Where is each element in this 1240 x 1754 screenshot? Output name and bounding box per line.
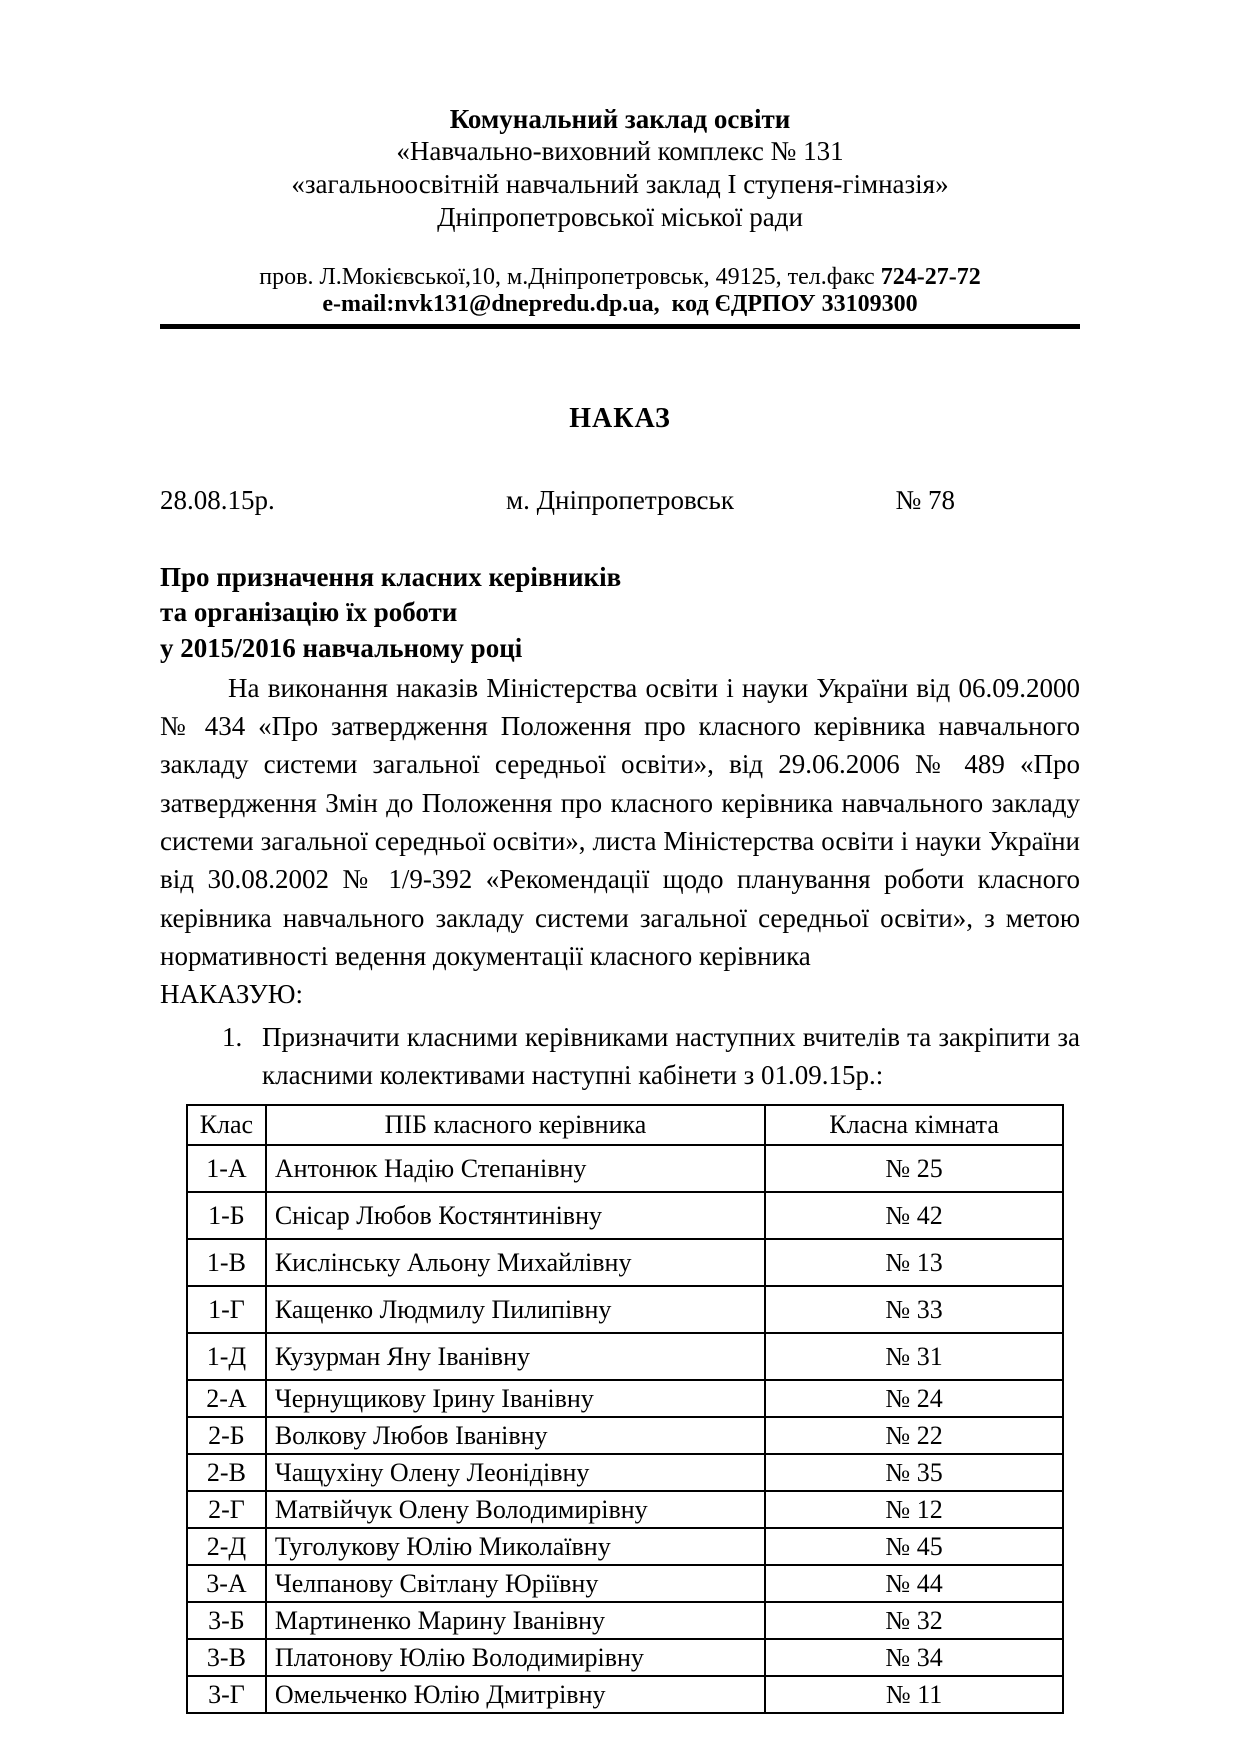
cell-class: 2-Г [187,1491,266,1528]
address-line [160,264,1080,291]
cell-room: № 24 [765,1380,1063,1417]
cell-teacher: Чернущикову Ірину Іванівну [266,1380,765,1417]
doc-date: 28.08.15р. [160,484,275,515]
table-row [187,1676,1063,1713]
table-row [187,1602,1063,1639]
cell-class: 2-Б [187,1417,266,1454]
cell-room: № 35 [765,1454,1063,1491]
table-row [187,1239,1063,1286]
cell-teacher: Волкову Любов Іванівну [266,1417,765,1454]
table-row [187,1145,1063,1192]
letterhead-divider [160,324,1080,329]
assignments-table [186,1104,1064,1714]
org-name: Комунальний заклад освіти [449,104,791,134]
org-subline-2: «загальноосвітній навчальний заклад І ступеня-гімназія» [291,168,949,199]
cell-class: 1-В [187,1239,266,1286]
address-block [160,264,1080,318]
table-row [187,1417,1063,1454]
cell-class: 2-А [187,1380,266,1417]
cell-room: № 42 [765,1192,1063,1239]
cell-room: № 22 [765,1417,1063,1454]
cell-teacher: Кузурман Яну Іванівну [266,1333,765,1380]
table-row [187,1528,1063,1565]
cell-teacher: Снісар Любов Костянтинівну [266,1192,765,1239]
cell-room: № 25 [765,1145,1063,1192]
cell-class: 1-Д [187,1333,266,1380]
cell-class: 3-Б [187,1602,266,1639]
cell-room: № 31 [765,1333,1063,1380]
cell-teacher: Омельченко Юлію Дмитрівну [266,1676,765,1713]
cell-teacher: Кащенко Людмилу Пилипівну [266,1286,765,1333]
cell-teacher: Туголукову Юлію Миколаївну [266,1528,765,1565]
table-row [187,1491,1063,1528]
date-row [160,485,1080,516]
item-number: 1. [222,1021,243,1052]
cell-teacher: Чащухіну Олену Леонідівну [266,1454,765,1491]
email-line: e-mail:nvk131@dnepredu.dp.ua, код ЄДРПОУ 33109300 [322,290,918,317]
col-header-room: Класна кімната [765,1105,1063,1145]
cell-teacher: Платонову Юлію Володимирівну [266,1639,765,1676]
cell-teacher: Антонюк Надію Степанівну [266,1145,765,1192]
cell-class: 1-Б [187,1192,266,1239]
subject-block [160,560,1080,667]
cell-room: № 12 [765,1491,1063,1528]
cell-class: 3-А [187,1565,266,1602]
table-row [187,1454,1063,1491]
cell-class: 1-А [187,1145,266,1192]
org-subline-1: «Навчально-виховний комплекс № 131 [396,136,844,166]
cell-room: № 11 [765,1676,1063,1713]
table-row [187,1192,1063,1239]
cell-class: 2-В [187,1454,266,1491]
doc-number: № 78 [895,484,955,515]
col-header-teacher: ПІБ класного керівника [266,1105,765,1145]
cell-room: № 13 [765,1239,1063,1286]
table-row [187,1286,1063,1333]
org-subline-3: Дніпропетровської міської ради [437,201,803,232]
cell-class: 2-Д [187,1528,266,1565]
cell-teacher: Матвійчук Олену Володимирівну [266,1491,765,1528]
cell-teacher: Мартиненко Марину Іванівну [266,1602,765,1639]
doc-city: м. Дніпропетровськ [506,484,734,515]
order-item-1 [160,1018,1080,1095]
address-text: пров. Л.Мокієвської,10, м.Дніпропетровськ, 49125, тел.факс [259,263,881,290]
cell-room: № 32 [765,1602,1063,1639]
cell-room: № 34 [765,1639,1063,1676]
subject-line-2: та організацію їх роботи [160,597,458,628]
cell-room: № 44 [765,1565,1063,1602]
cell-class: 1-Г [187,1286,266,1333]
table-row [187,1565,1063,1602]
cell-teacher: Кислінську Альону Михайлівну [266,1239,765,1286]
cell-class: 3-В [187,1639,266,1676]
address-phone: 724-27-72 [880,263,981,290]
cell-room: № 33 [765,1286,1063,1333]
subject-line-3: у 2015/2016 навчальному році [160,633,523,664]
doc-title: НАКАЗ [569,402,671,434]
body-paragraph: На виконання наказів Міністерства освіти і науки України від 06.09.2000 № 434 «Про затвердження Положення про класного керівника навчального закладу системи загальної середньої освіти», від 29.06.2006 № 489 «Про затвердження Змін до Положення про класного керівника навчального закладу системи загальної середньої освіти», листа Міністерства освіти і науки України від 30.08.2002 № 1/9-392 «Рекомендації щодо планування роботи класного керівника навчального закладу системи загальної середньої освіти», з метою нормативності ведення документації класного керівника [160,672,1080,971]
table-row [187,1639,1063,1676]
table-header-row [187,1105,1063,1145]
cell-class: 3-Г [187,1676,266,1713]
cell-room: № 45 [765,1528,1063,1565]
subject-line-1: Про призначення класних керівників [160,561,622,592]
item-text: Призначити класними керівниками наступних вчителів та закріпити за класними колективами наступні кабінети з 01.09.15р.: [262,1021,1080,1090]
nakazuyu-label: НАКАЗУЮ: [160,979,304,1010]
table-row [187,1333,1063,1380]
table-row [187,1380,1063,1417]
col-header-class: Клас [187,1105,266,1145]
cell-teacher: Челпанову Світлану Юріївну [266,1565,765,1602]
